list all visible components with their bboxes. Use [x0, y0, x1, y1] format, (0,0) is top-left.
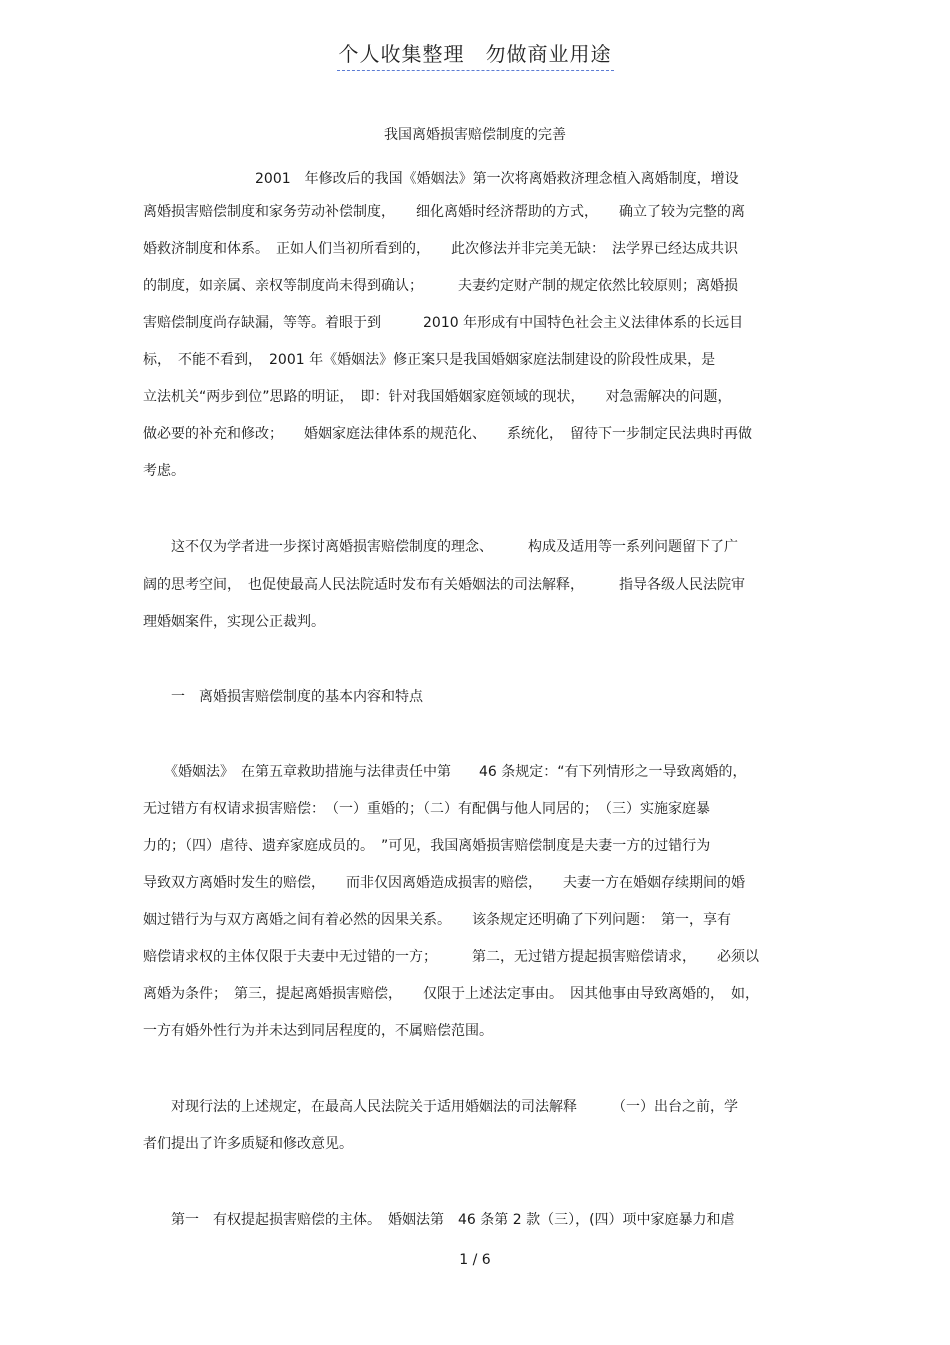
paragraph-line: 害赔偿制度尚存缺漏，等等。着眼于到 2010 年形成有中国特色社会主义法律体系的长远目: [143, 315, 744, 331]
paragraph-line: 一 离婚损害赔偿制度的基本内容和特点: [143, 689, 423, 705]
paragraph-line: 离婚为条件； 第三，提起离婚损害赔偿， 仅限于上述法定事由。 因其他事由导致离婚的， 如，: [143, 986, 759, 1002]
paragraph-line: 对现行法的上述规定，在最高人民法院关于适用婚姻法的司法解释 （一）出台之前，学: [143, 1099, 738, 1115]
paragraph-line: 无过错方有权请求损害赔偿： （一）重婚的；（二）有配偶与他人同居的； （三）实施家庭暴: [143, 801, 710, 817]
paragraph-line: 2001 年修改后的我国《婚姻法》第一次将离婚救济理念植入离婚制度，增设: [143, 171, 739, 187]
paragraph-line: 《婚姻法》 在第五章救助措施与法律责任中第 46 条规定：“有下列情形之一导致离婚的，: [143, 764, 747, 780]
paragraph-line: 者们提出了许多质疑和修改意见。: [143, 1136, 353, 1152]
paragraph-line: 标， 不能不看到， 2001 年《婚姻法》修正案只是我国婚姻家庭法制建设的阶段性成果，是: [143, 352, 716, 368]
paragraph-line: 婚救济制度和体系。 正如人们当初所看到的， 此次修法并非完美无缺： 法学界已经达成共识: [143, 241, 738, 257]
watermark-header: [0, 38, 950, 71]
paragraph-line: 第一 有权提起损害赔偿的主体。 婚姻法第 46 条第 2 款（三），(四）项中家庭暴力和虐: [143, 1212, 735, 1228]
paragraph-line: 立法机关“两步到位”思路的明证， 即：针对我国婚姻家庭领域的现状， 对急需解决的问题，: [143, 389, 732, 405]
page-number: 1 / 6: [459, 1252, 491, 1268]
paragraph-line: 阔的思考空间， 也促使最高人民法院适时发布有关婚姻法的司法解释， 指导各级人民法院审: [143, 577, 745, 593]
document-title: 我国离婚损害赔偿制度的完善: [384, 127, 566, 143]
paragraph-line: 一方有婚外性行为并未达到同居程度的，不属赔偿范围。: [143, 1023, 493, 1039]
paragraph-line: 做必要的补充和修改； 婚姻家庭法律体系的规范化、 系统化， 留待下一步制定民法典时再做: [143, 426, 752, 442]
paragraph-line: 考虑。: [143, 463, 185, 479]
header-text: 个人收集整理 勿做商业用途: [337, 38, 614, 71]
paragraph-line: 理婚姻案件，实现公正裁判。: [143, 614, 325, 630]
paragraph-line: 力的；（四）虐待、遗弃家庭成员的。 ”可见，我国离婚损害赔偿制度是夫妻一方的过错行为: [143, 838, 711, 854]
paragraph-line: 姻过错行为与双方离婚之间有着必然的因果关系。 该条规定还明确了下列问题： 第一，享有: [143, 912, 731, 928]
paragraph-line: 这不仅为学者进一步探讨离婚损害赔偿制度的理念、 构成及适用等一系列问题留下了广: [143, 539, 738, 555]
paragraph-line: 的制度，如亲属、亲权等制度尚未得到确认； 夫妻约定财产制的规定依然比较原则；离婚损: [143, 278, 738, 294]
paragraph-line: 赔偿请求权的主体仅限于夫妻中无过错的一方； 第二，无过错方提起损害赔偿请求， 必须以: [143, 949, 759, 965]
paragraph-line: 离婚损害赔偿制度和家务劳动补偿制度， 细化离婚时经济帮助的方式， 确立了较为完整的离: [143, 204, 745, 220]
paragraph-line: 导致双方离婚时发生的赔偿， 而非仅因离婚造成损害的赔偿， 夫妻一方在婚姻存续期间的婚: [143, 875, 745, 891]
